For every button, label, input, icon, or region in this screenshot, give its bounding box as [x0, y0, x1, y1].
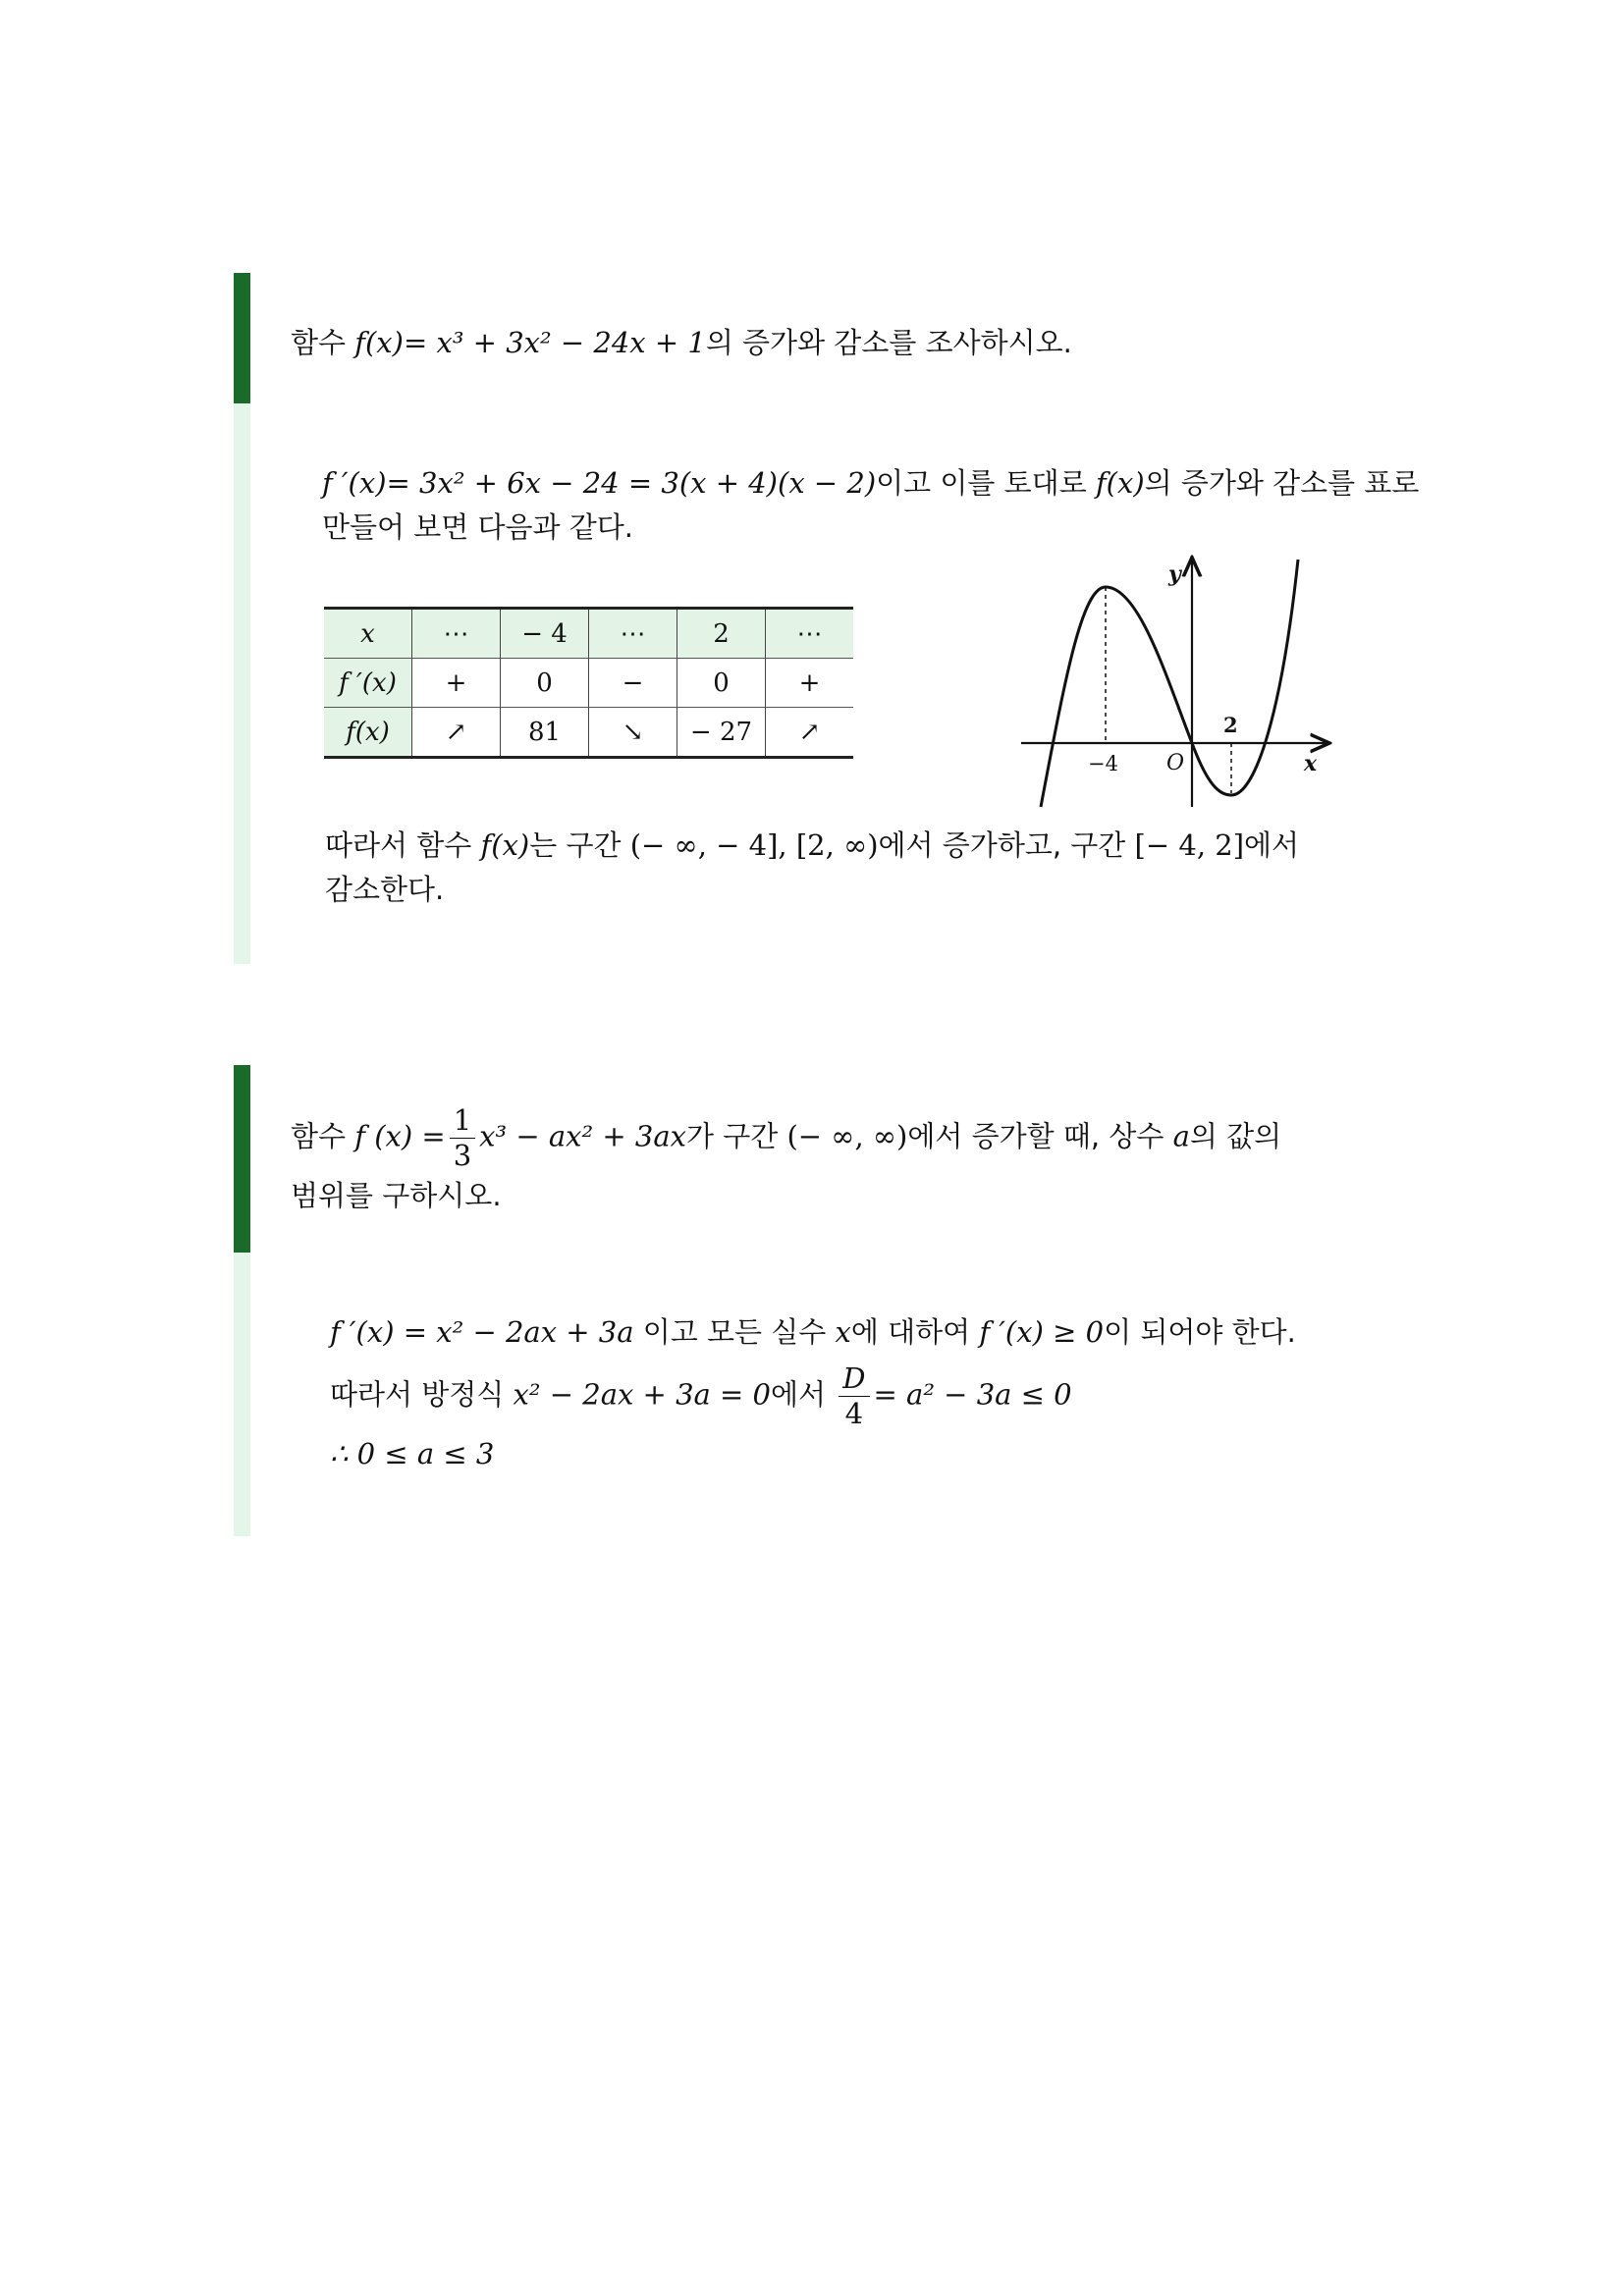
table-cell: x: [324, 609, 412, 659]
solution2-line1: f ′(x) = x² − 2ax + 3a 이고 모든 실수 x에 대하여 f ′(x) ≥ 0이 되어야 한다.: [330, 1315, 1296, 1349]
problem1-marker: [234, 273, 250, 403]
problem2-marker: [234, 1065, 250, 1253]
fraction-one-third: $\frac{1}{3}$: [450, 1106, 475, 1170]
table-cell: ⋯: [766, 609, 854, 659]
y-axis-label: y: [1168, 561, 1181, 587]
table-cell: ↗: [766, 708, 854, 758]
solution1-line1: f ′(x)= 3x² + 6x − 24 = 3(x + 4)(x − 2)이고 이를 토대로 f(x)의 증가와 감소를 표로: [322, 466, 1420, 500]
table-row: [324, 659, 853, 708]
table-row: [324, 609, 853, 659]
problem1-question: 함수 f(x)= x³ + 3x² − 24x + 1의 증가와 감소를 조사하시오.: [291, 326, 1072, 359]
table-cell: ⋯: [412, 609, 501, 659]
table-cell: 0: [501, 659, 589, 708]
table-cell: − 4: [501, 609, 589, 659]
table-cell: − 27: [677, 708, 766, 758]
table-cell: ↗: [412, 708, 501, 758]
problem2-question: 함수 f (x) = $\frac{1}{3}$ x³ − ax² + 3ax가 구간 (− ∞, ∞)에서 증가할 때, 상수 a의 값의: [291, 1103, 1282, 1172]
table-cell: ⋯: [589, 609, 677, 659]
origin-label: O: [1166, 751, 1185, 775]
solution1-conclusion: 따라서 함수 f(x)는 구간 (− ∞, − 4], [2, ∞)에서 증가하고, 구간 [− 4, 2]에서: [325, 828, 1300, 862]
tick-label-neg4: −4: [1088, 752, 1118, 775]
table-cell: −: [589, 659, 677, 708]
problem2-question-line2: 범위를 구하시오.: [291, 1179, 502, 1212]
tick-label-2: 2: [1223, 713, 1238, 737]
cubic-graph: [1011, 550, 1335, 810]
table-row: [324, 708, 853, 758]
x-axis-label: x: [1304, 751, 1318, 776]
table-cell: f(x): [324, 708, 412, 758]
solution1-line2: 만들어 보면 다음과 같다.: [322, 510, 634, 544]
variation-table: [324, 607, 853, 759]
solution2-answer: ∴ 0 ≤ a ≤ 3: [330, 1437, 495, 1470]
table-cell: 81: [501, 708, 589, 758]
problem1-function: f(x)= x³ + 3x² − 24x + 1: [354, 326, 706, 359]
solution1-marker: [234, 403, 250, 964]
table-cell: ↘: [589, 708, 677, 758]
table-cell: +: [412, 659, 501, 708]
table-cell: 2: [677, 609, 766, 659]
solution1-conclusion-line2: 감소한다.: [325, 873, 445, 906]
table-cell: +: [766, 659, 854, 708]
table-cell: 0: [677, 659, 766, 708]
solution2-line2: 따라서 방정식 x² − 2ax + 3a = 0에서 $\frac{D}{4}$ = a² − 3a ≤ 0: [330, 1362, 1072, 1430]
fraction-d-over-4: $\frac{D}{4}$: [839, 1364, 869, 1428]
table-cell: f ′(x): [324, 659, 412, 708]
solution2-marker: [234, 1253, 250, 1536]
